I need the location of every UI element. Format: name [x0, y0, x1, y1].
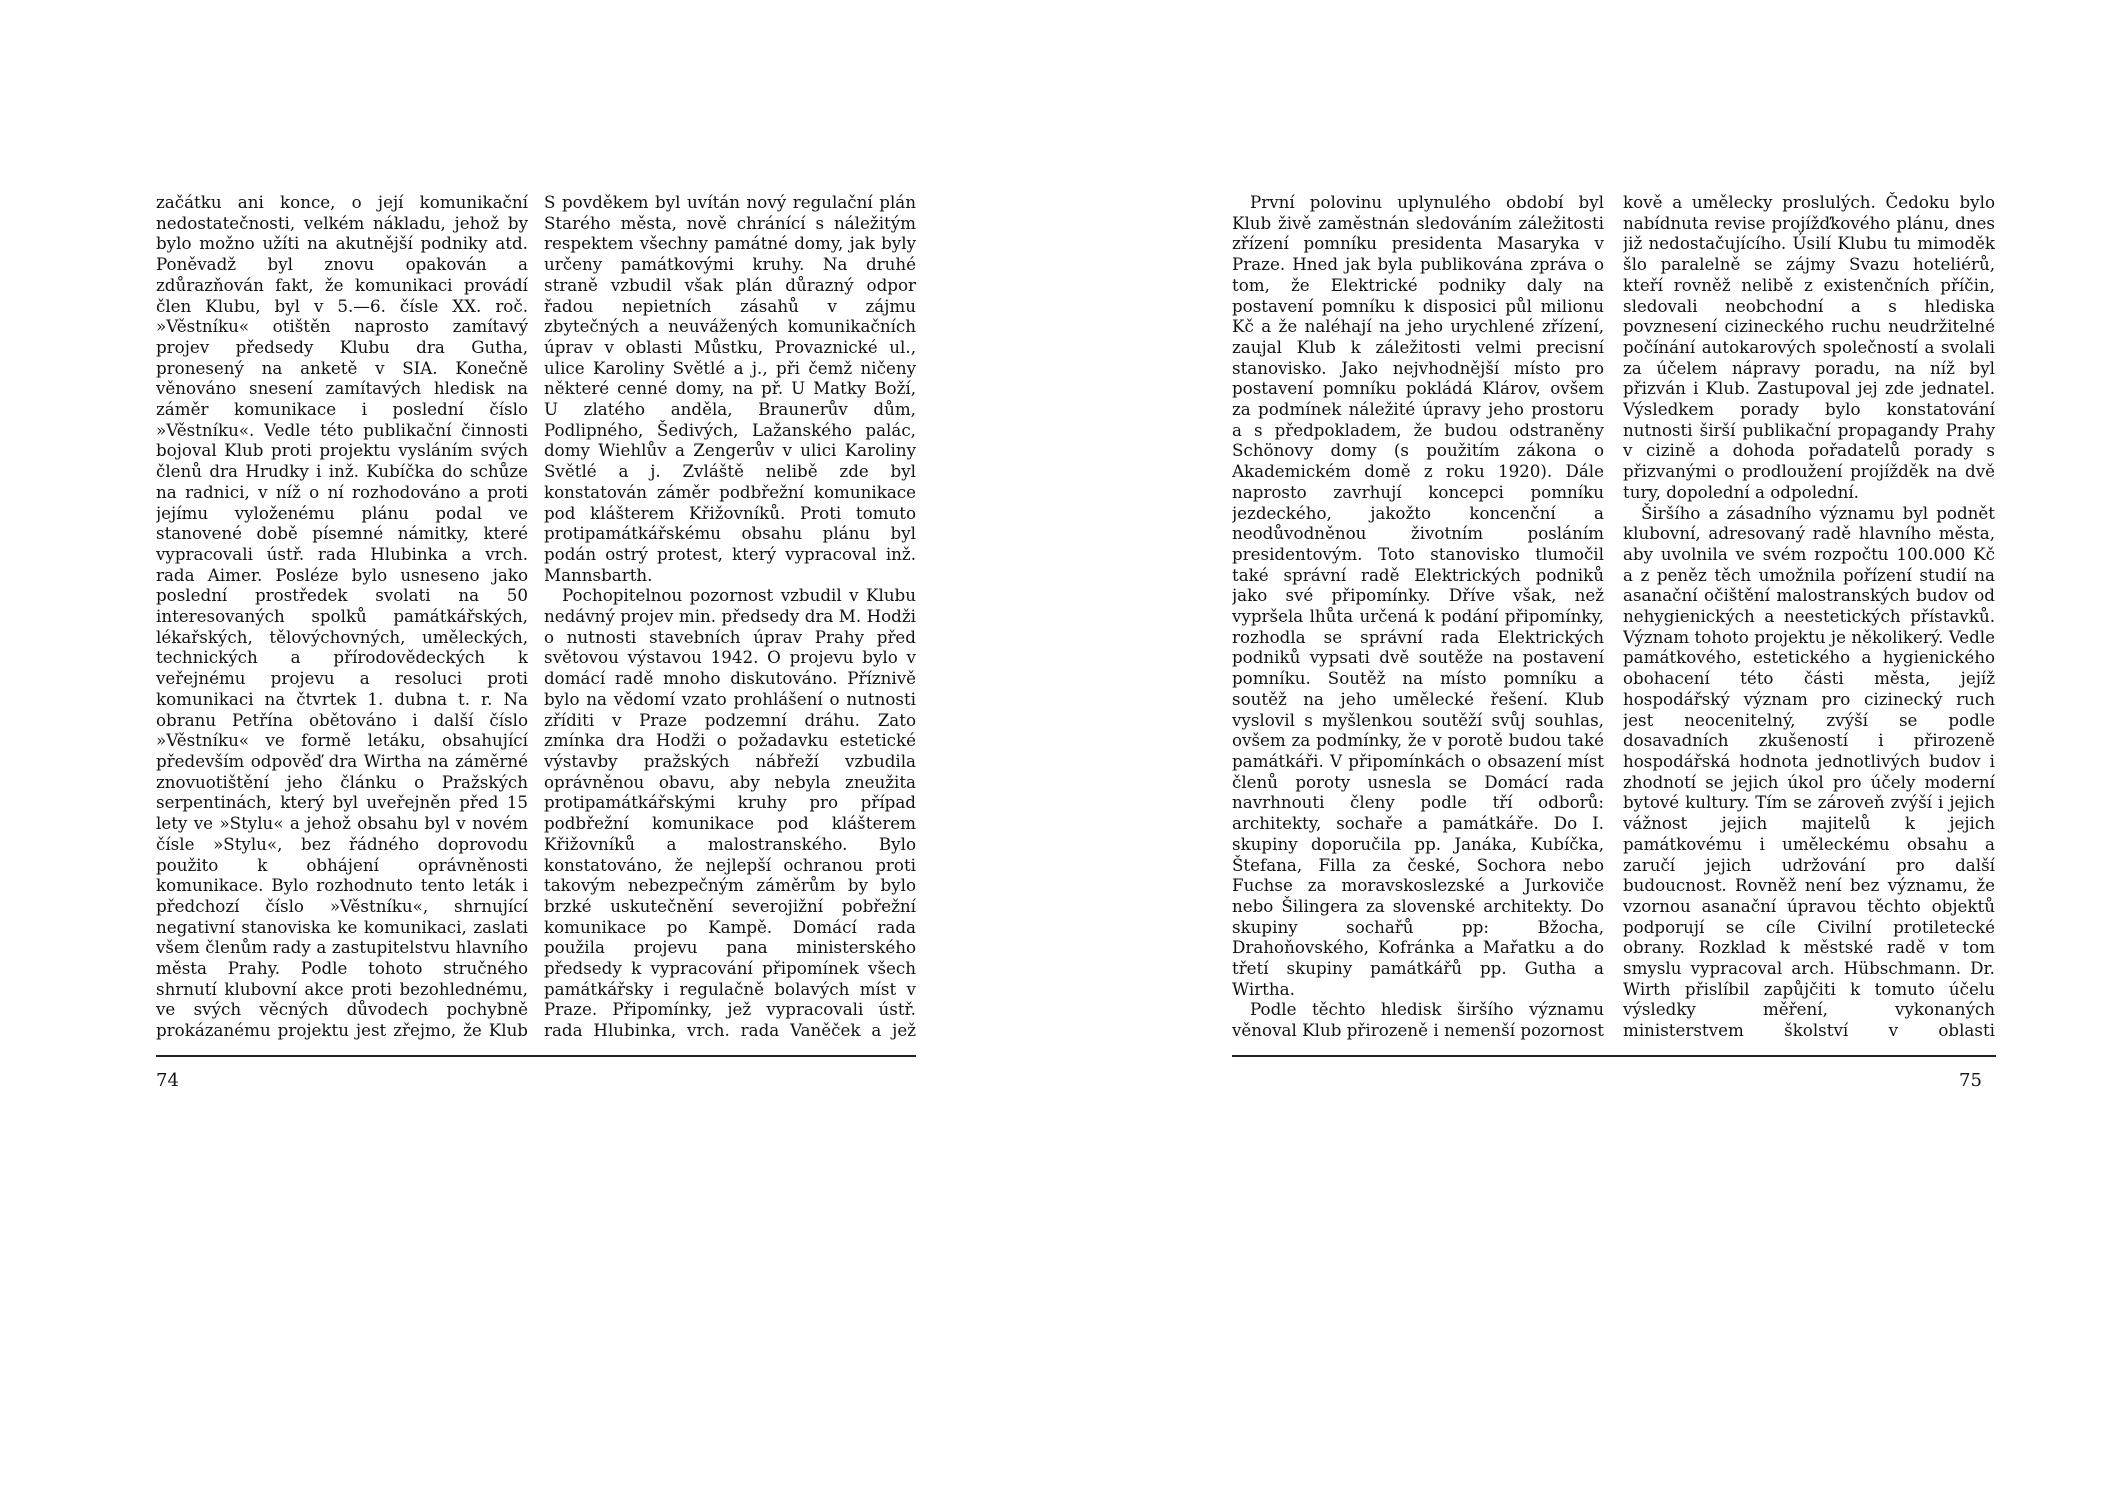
paragraph: První polovinu uplynulého období byl Klub živě zaměstnán sledováním záležitosti zřízení pomníku presidenta Masaryka v Praze. Hned jak byla publikována zpráva o tom, že Elektrické podniky daly na postavení pomníku k disposici půl milionu Kč a že naléhají na jeho urychlené zřízení, zaujal Klub k záležitosti velmi precisní stanovisko. Jako nejvhodnější místo pro postavení pomníku pokládá Klárov, ovšem za podmínek náležité úpravy jeho prostoru a s předpokladem, že budou odstraněny Schönovy domy (s použitím zákona o Akademickém domě z roku 1920). Dále naprosto zavrhují koncepci pomníku jezdeckého, jakožto koncenční a neodůvodněnou životním posláním presidentovým. Toto stanovisko tlumočil také správní radě Elektrických podniků jako své připomínky. Dříve však, než vypršela lhůta určená k podání připomínky, rozhodla se správní rada Elektrických podniků vypsati dvě soutěže na postavení pomníku. Soutěž na místo pomníku a soutěž na jeho umělecké řešení. Klub vyslovil s myšlenkou soutěží svůj souhlas, ovšem za podmínky, že v porotě budou také památkáři. V připomínkách o obsazení míst členů poroty usnesla se Domácí rada navrhnouti členy podle tří odborů: architekty, sochaře a památkáře. Do I. skupiny doporučila pp. Janáka, Kubíčka, Štefana, Fillа za české, Sochora nebo Fuchse za moravskoslezské a Jurkoviče nebo Šilingera za slovenské architekty. Do skupiny sochařů pp: Bžocha, Drahoňovského, Kofránka a Mařatku a do třetí skupiny památkářů pp. Gutha a Wirtha. — [1232, 192, 1604, 999]
right-page-column-1 — [1232, 192, 1604, 1042]
paragraph: Pochopitelnou pozornost vzbudil v Klubu nedávný projev min. předsedy dra M. Hodži o nutnosti stavebních úprav Prahy před světovou výstavou 1942. O projevu bylo v domácí radě mnoho diskutováno. Příznivě bylo na vědomí vzato prohlášení o nutnosti zříditi v Praze podzemní dráhu. Zato zmínka dra Hodži o požadavku estetické výstavby pražských nábřeží vzbudila oprávněnou obavu, aby nebyla zneužita protipamátkářskými kruhy pro případ podbřežní komunikace pod klášterem Křižovníků a malostranského. Bylo konstatováno, že nejlepší ochranou proti takovým nebezpečným záměrům by bylo brzké uskutečnění severojižní pobřežní komunikace po Kampě. Domácí rada použila projevu pana ministerského předsedy k vypracování připomínek všech památkářsky i regulačně bolavých míst v Praze. Připomínky, jež vypracovali ústř. rada Hlubinka, vrch. rada Vaněček a jež — [544, 585, 916, 1041]
paragraph: Podle těchto hledisk širšího významu věnoval Klub přirozeně i nemenší pozornost — [1232, 999, 1604, 1041]
paragraph: S povděkem byl uvítán nový regulační plán Starého města, nově chránící s náležitým respektem všechny památné domy, jak byly určeny památkovými kruhy. Na druhé straně vzbudil však plán důrazný odpor řadou nepietních zásahů v zájmu zbytečných a neuvážených komunikačních úprav v oblasti Můstku, Provaznické ul., ulice Karoliny Světlé a j., při čemž ničeny některé cenné domy, na př. U Matky Boží, U zlatého anděla, Braunerův dům, Podlipného, Šedivých, Lažanského palác, domy Wiehlův a Zengerův v ulici Karoliny Světlé a j. Zvláště nelibě zde byl konstatován záměr podbřežní komunikace pod klášterem Křižovníků. Proti tomuto protipamátkářskému obsahu plánu byl podán ostrý protest, který vypracoval inž. Mannsbarth. — [544, 192, 916, 585]
paragraph: Širšího a zásadního významu byl podnět klubovní, adresovaný radě hlavního města, aby uvolnila ve svém rozpočtu 100.000 Kč a z peněz těch umožnila pořízení studií na asanační očištění malostranských budov od nehygienických a neestetických přístavků. Význam tohoto projektu je několikerý. Vedle památkového, estetického a hygienického obohacení této části města, jejíž hospodářský význam pro cizinecký ruch jest neocenitelný, zvýší se podle dosavadních zkušeností i přirozeně hospodářská hodnota jednotlivých budov i zhodnotí se jejich úkol pro účely moderní bytové kultury. Tím se zároveň zvýší i jejich vážnost jejich majitelů k jejich památkovému i uměleckému obsahu a zaručí jejich udržování pro další budoucnost. Rovněž není bez významu, že vzornou asanační úpravou těchto objektů podporují se cíle Civilní protiletecké obrany. Rozklad k městské radě v tom smyslu vypracoval arch. Hübschmann. Dr. Wirth přislíbil zapůjčiti k tomuto účelu výsledky měření, vykonaných ministerstvem školství v oblasti — [1623, 502, 1995, 1041]
footer-rule — [156, 1055, 916, 1057]
left-page-column-2 — [544, 192, 916, 1042]
paragraph: začátku ani konce, o její komunikační nedostatečnosti, velkém nákladu, jehož by bylo možno užíti na akutnější podniky atd. Poněvadž byl znovu opakován a zdůrazňován fakt, že komunikaci provádí člen Klubu, byl v 5.—6. čísle XX. roč. »Věstníku« otištěn naprosto zamítavý projev předsedy Klubu dra Gutha, pronesený na anketě v SIA. Konečně věnováno snesení zamítavých hledisk na záměr komunikace i poslední číslo »Věstníku«. Vedle této publikační činnosti bojoval Klub proti projektu vysláním svých členů dra Hrudky i inž. Kubíčka do schůze na radnici, v níž o ní rozhodováno a proti jejímu vyloženému plánu podal ve stanovené době písemné námitky, které vypracovali ústř. rada Hlubinka a vrch. rada Aimer. Posléze bylo usneseno jako poslední prostředek svolati na 50 interesovaných spolků památkářských, lékařských, tělovýchovných, uměleckých, technických a přírodovědeckých k veřejnému projevu a resoluci proti komunikaci na čtvrtek 1. dubna t. r. Na obranu Petřína obětováno i další číslo »Věstníku« ve formě letáku, obsahující především odpověď dra Wirtha na záměrné znovuotištění jeho článku o Pražských serpentinách, který byl uveřejněn před 15 lety ve »Stylu« a jehož obsahu byl v novém čísle »Stylu«, bez řádného doprovodu použito k obhájení oprávněnosti komunikace. Bylo rozhodnuto tento leták i předchozí číslo »Věstníku«, shrnující negativní stanoviska ke komunikaci, zaslati všem členům rady a zastupitelstvu hlavního města Prahy. Podle tohoto stručného shrnutí klubovní akce proti bezohlednému, ve svých věcných důvodech pochybně prokázanému projektu jest zřejmo, že Klub — [156, 192, 528, 1041]
page-number: 75 — [1959, 1070, 1982, 1091]
footer-rule — [1232, 1055, 1996, 1057]
left-page-column-1 — [156, 192, 528, 1042]
paragraph: kově a umělecky proslulých. Čedoku bylo nabídnuta revise projížďkového plánu, dnes již nedostačujícího. Úsilí Klubu tu mimoděk šlo paralelně se zájmy Svazu hoteliérů, kteří rovněž nelibě z existenčních příčin, sledovali neobchodní a s hlediska povznesení cizineckého ruchu neudržitelné počínání autokarových společností a svolali za účelem nápravy poradu, na níž byl přizván i Klub. Zastupoval jej zde jednatel. Výsledkem porady bylo konstatování nutnosti širší publikační propagandy Prahy v cizině a dohoda pořadatelů porady s přizvanými o prodloužení projížděk na dvě tury, dopolední a odpolední. — [1623, 192, 1995, 502]
right-page-column-2 — [1623, 192, 1995, 1042]
right-page — [1057, 0, 2114, 1500]
page-number: 74 — [156, 1070, 179, 1091]
